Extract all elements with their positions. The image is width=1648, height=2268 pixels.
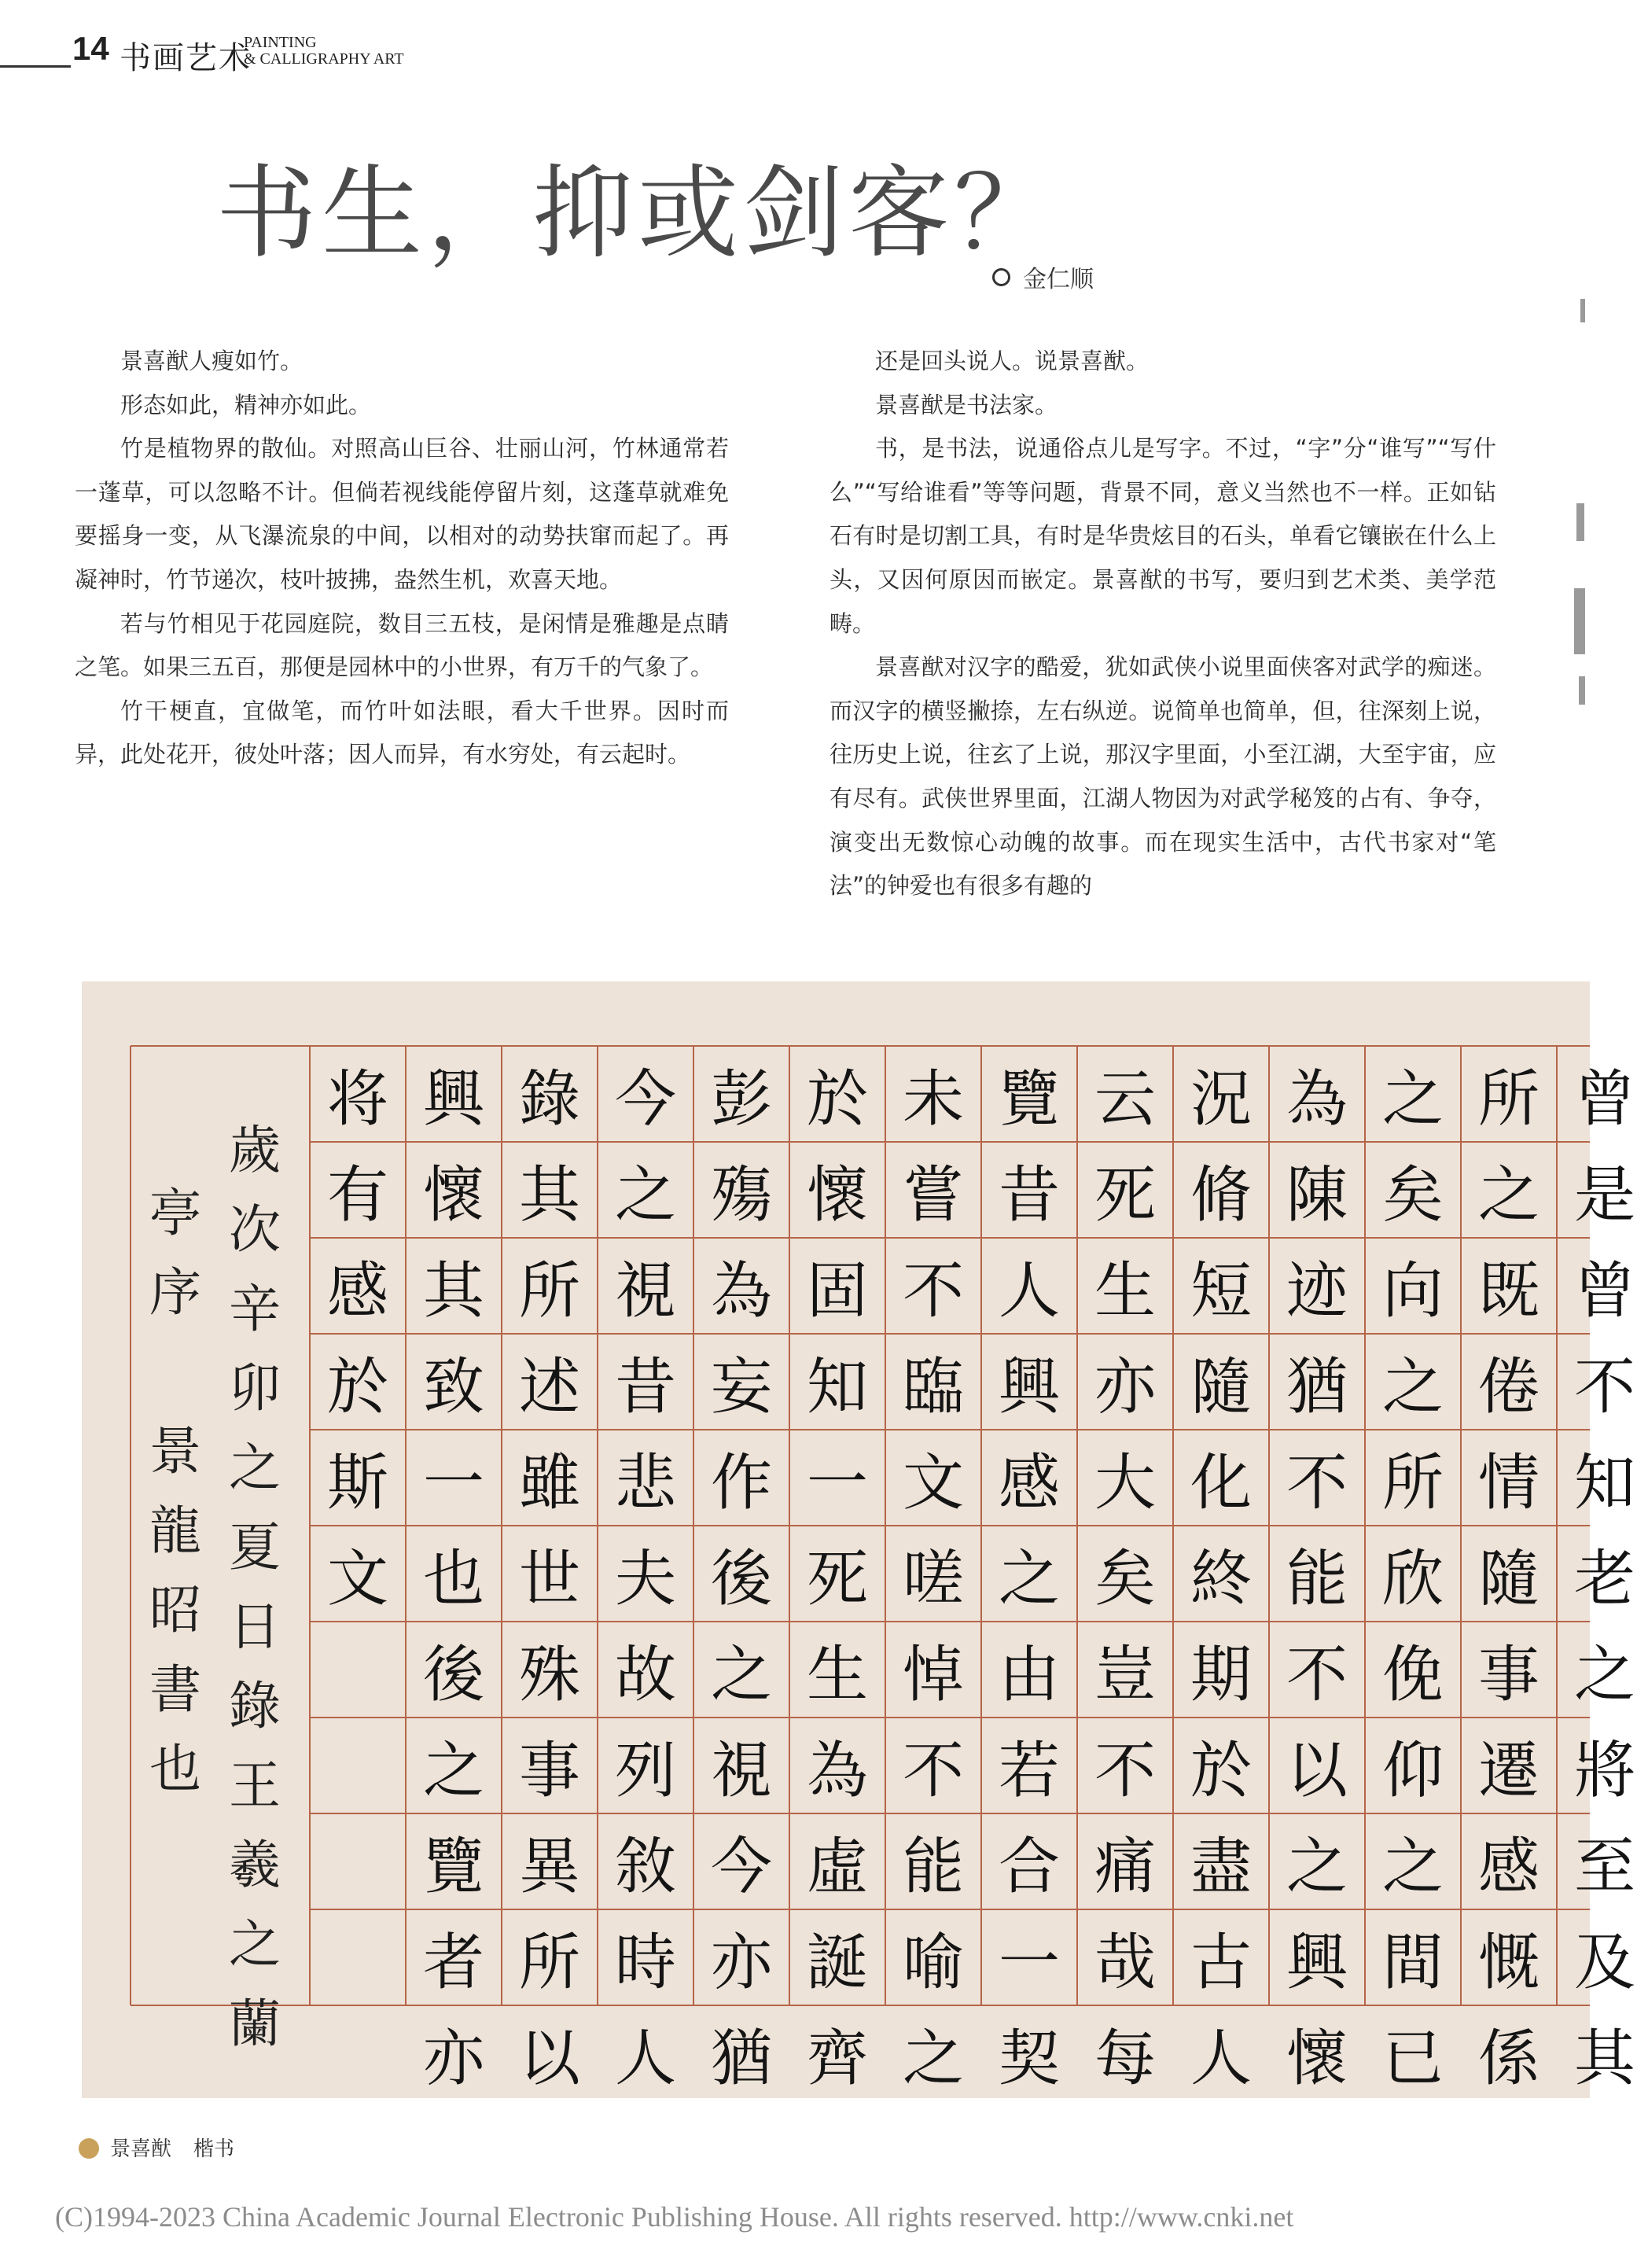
calligraphy-character: 固 — [806, 1256, 868, 1327]
calligraphy-character: 昔 — [998, 1160, 1060, 1231]
calligraphy-character: 之 — [422, 1736, 484, 1806]
calligraphy-character: 後 — [710, 1544, 772, 1614]
calligraphy-character: 仰 — [1381, 1736, 1444, 1806]
inscription-character: 書 — [149, 1659, 201, 1720]
calligraphy-character: 其 — [422, 1256, 484, 1327]
inscription-character: 羲 — [229, 1835, 281, 1895]
calligraphy-character: 所 — [1381, 1448, 1444, 1519]
inscription-character: 日 — [229, 1596, 281, 1657]
calligraphy-character: 今 — [710, 1832, 772, 1902]
calligraphy-character: 期 — [1190, 1640, 1252, 1710]
calligraphy-character: 視 — [614, 1256, 676, 1327]
calligraphy-character: 興 — [998, 1352, 1060, 1423]
calligraphy-character: 未 — [902, 1064, 964, 1135]
calligraphy-character: 悼 — [902, 1640, 964, 1710]
calligraphy-character: 隨 — [1190, 1352, 1252, 1423]
calligraphy-character: 妄 — [710, 1352, 772, 1423]
calligraphy-character: 俛 — [1381, 1640, 1444, 1710]
calligraphy-character: 喻 — [902, 1927, 964, 1998]
calligraphy-character: 者 — [422, 1927, 484, 1998]
author-bullet-icon — [992, 268, 1010, 286]
calligraphy-character: 古 — [1190, 1927, 1252, 1998]
calligraphy-character: 之 — [1477, 1160, 1539, 1231]
calligraphy-character: 其 — [1573, 2023, 1635, 2094]
calligraphy-character: 人 — [998, 1256, 1060, 1327]
inscription-character: 夏 — [229, 1517, 281, 1578]
calligraphy-character: 曾 — [1573, 1064, 1635, 1135]
calligraphy-character: 将 — [326, 1064, 388, 1135]
calligraphy-character: 感 — [1477, 1832, 1539, 1902]
calligraphy-character: 誕 — [806, 1927, 868, 1998]
calligraphy-character: 為 — [1286, 1064, 1348, 1135]
calligraphy-character: 向 — [1381, 1256, 1444, 1327]
calligraphy-character: 能 — [902, 1832, 964, 1902]
calligraphy-character: 迹 — [1286, 1256, 1348, 1327]
inscription-character: 也 — [149, 1739, 201, 1799]
calligraphy-character: 世 — [518, 1544, 580, 1614]
calligraphy-character: 之 — [1286, 1832, 1348, 1902]
calligraphy-character: 彭 — [710, 1064, 772, 1135]
calligraphy-character: 為 — [710, 1256, 772, 1327]
calligraphy-character: 每 — [1094, 2023, 1156, 2094]
calligraphy-character: 合 — [998, 1832, 1060, 1902]
calligraphy-character: 遷 — [1477, 1736, 1539, 1806]
inscription-character: 歲 — [229, 1120, 281, 1180]
calligraphy-character: 故 — [614, 1640, 676, 1710]
calligraphy-character: 豈 — [1094, 1640, 1156, 1710]
calligraphy-character: 所 — [1477, 1064, 1539, 1135]
calligraphy-plate — [82, 981, 1635, 2098]
paragraph: 竹干梗直，宜做笔，而竹叶如法眼，看大千世界。因时而异，此处花开，彼处叶落；因人而异，有水穷处，有云起时。 — [75, 697, 729, 768]
inscription-character: 之 — [229, 1438, 281, 1498]
calligraphy-character: 之 — [1381, 1832, 1444, 1902]
calligraphy-character: 之 — [998, 1544, 1060, 1614]
calligraphy-character: 生 — [806, 1640, 868, 1710]
calligraphy-character: 若 — [998, 1736, 1060, 1806]
calligraphy-character: 情 — [1477, 1448, 1539, 1519]
paragraph: 形态如此，精神亦如此。 — [120, 391, 372, 418]
calligraphy-character: 視 — [710, 1736, 772, 1806]
paragraph: 竹是植物界的散仙。对照高山巨谷、壮丽山河，竹林通常若一蓬草，可以忽略不计。但倘若视线能停留片刻，这蓬草就难免要摇身一变，从飞瀑流泉的中间，以相对的动势扶窜而起了。再凝神时，竹节递次，枝叶披拂，盎然生机，欢喜天地。 — [75, 435, 729, 593]
calligraphy-character: 至 — [1573, 1832, 1635, 1902]
calligraphy-character: 之 — [1381, 1352, 1444, 1423]
calligraphy-character: 契 — [998, 2023, 1060, 2094]
calligraphy-character: 老 — [1573, 1544, 1635, 1614]
calligraphy-character: 亦 — [422, 2023, 484, 2094]
calligraphy-character: 之 — [1573, 1640, 1635, 1710]
calligraphy-character: 錄 — [518, 1064, 580, 1135]
calligraphy-character: 以 — [1286, 1736, 1348, 1806]
calligraphy-character: 後 — [422, 1640, 484, 1710]
calligraphy-character: 覽 — [998, 1064, 1060, 1135]
inscription-character: 王 — [229, 1755, 281, 1816]
header-rule — [0, 65, 71, 68]
calligraphy-character: 已 — [1381, 2023, 1444, 2094]
calligraphy-character: 之 — [710, 1640, 772, 1710]
calligraphy-character: 云 — [1094, 1064, 1156, 1135]
magazine-title-en — [244, 35, 404, 68]
calligraphy-character: 亦 — [710, 1927, 772, 1998]
calligraphy-character: 不 — [902, 1256, 964, 1327]
calligraphy-character: 慨 — [1477, 1927, 1539, 1998]
calligraphy-character: 不 — [1286, 1640, 1348, 1710]
calligraphy-character: 既 — [1477, 1256, 1539, 1327]
paragraph: 还是回头说人。说景喜猷。 — [875, 348, 1150, 374]
calligraphy-character: 嗟 — [902, 1544, 964, 1614]
calligraphy-character: 興 — [422, 1064, 484, 1135]
calligraphy-character: 時 — [614, 1927, 676, 1998]
calligraphy-character: 之 — [902, 2023, 964, 2094]
paragraph: 若与竹相见于花园庭院，数目三五枝，是闲情是雅趣是点睛之笔。如果三五百，那便是园林中的小世界，有万千的气象了。 — [75, 609, 729, 681]
body-column-left — [75, 340, 729, 777]
calligraphy-character: 陳 — [1286, 1160, 1348, 1231]
calligraphy-character: 猶 — [710, 2023, 772, 2094]
calligraphy-character: 猶 — [1286, 1352, 1348, 1423]
calligraphy-character: 齊 — [806, 2023, 868, 2094]
calligraphy-character: 曾 — [1573, 1256, 1635, 1327]
calligraphy-character: 所 — [518, 1256, 580, 1327]
calligraphy-character: 嘗 — [902, 1160, 964, 1231]
calligraphy-character: 今 — [614, 1064, 676, 1135]
edge-mark — [1580, 299, 1585, 322]
image-caption — [79, 2133, 234, 2162]
calligraphy-character: 矣 — [1381, 1160, 1444, 1231]
inscription-character: 序 — [149, 1262, 201, 1323]
calligraphy-character: 不 — [902, 1736, 964, 1806]
calligraphy-character: 覽 — [422, 1832, 484, 1902]
calligraphy-character: 致 — [422, 1352, 484, 1423]
calligraphy-character: 虛 — [806, 1832, 868, 1902]
calligraphy-character: 況 — [1190, 1064, 1252, 1135]
paragraph: 书，是书法，说通俗点儿是写字。不过，“字”分“谁写”“写什么”“写给谁看”等等问题，背景不同，意义当然也不一样。正如钻石有时是切割工具，有时是华贵炫目的石头，单看它镶嵌在什么上头，又因何原因而嵌定。景喜猷的书写，要归到艺术类、美学范畴。 — [830, 435, 1496, 637]
calligraphy-character: 於 — [326, 1352, 388, 1423]
calligraphy-character: 係 — [1477, 2023, 1539, 2094]
calligraphy-character: 敘 — [614, 1832, 676, 1902]
edge-mark — [1576, 503, 1584, 541]
caption-bullet-icon — [79, 2138, 99, 2159]
inscription-character: 景 — [149, 1421, 201, 1482]
calligraphy-character: 臨 — [902, 1352, 964, 1423]
calligraphy-character: 死 — [1094, 1160, 1156, 1231]
calligraphy-character: 殊 — [518, 1640, 580, 1710]
inscription-character: 龍 — [149, 1500, 201, 1561]
body-column-right — [830, 340, 1496, 908]
calligraphy-character: 以 — [518, 2023, 580, 2094]
calligraphy-character: 及 — [1573, 1927, 1635, 1998]
calligraphy-character: 之 — [614, 1160, 676, 1231]
calligraphy-character: 人 — [1190, 2023, 1252, 2094]
calligraphy-character: 將 — [1573, 1736, 1635, 1806]
calligraphy-character: 懷 — [806, 1160, 868, 1231]
calligraphy-character: 述 — [518, 1352, 580, 1423]
calligraphy-character: 知 — [806, 1352, 868, 1423]
calligraphy-character: 懷 — [1286, 2023, 1348, 2094]
calligraphy-character: 於 — [806, 1064, 868, 1135]
paragraph: 景喜猷对汉字的酷爱，犹如武侠小说里面侠客对武学的痴迷。而汉字的横竖撇捺，左右纵逆。说简单也简单，但，往深刻上说，往历史上说，往玄了上说，那汉字里面，小至江湖，大至宇宙，应有尽有。武侠世界里面，江湖人物因为对武学秘笈的占有、争夺，演变出无数惊心动魄的故事。而在现实生活中，古代书家对“笔法”的钟爱也有很多有趣的 — [830, 654, 1496, 900]
paragraph: 景喜猷是书法家。 — [875, 391, 1058, 418]
calligraphy-character: 脩 — [1190, 1160, 1252, 1231]
calligraphy-character: 事 — [1477, 1640, 1539, 1710]
calligraphy-character: 亦 — [1094, 1352, 1156, 1423]
calligraphy-character: 終 — [1190, 1544, 1252, 1614]
copyright-footer: (C)1994-2023 China Academic Journal Electronic Publishing House. All rights reserved. http://www.cnki.net — [55, 2201, 1294, 2233]
calligraphy-character: 有 — [326, 1160, 388, 1231]
page-header — [0, 30, 440, 93]
magazine-title-en-line1: PAINTING — [244, 34, 317, 51]
calligraphy-character: 也 — [422, 1544, 484, 1614]
calligraphy-character: 不 — [1573, 1352, 1635, 1423]
calligraphy-character: 痛 — [1094, 1832, 1156, 1902]
magazine-title-cn: 书画艺术 — [120, 40, 252, 76]
calligraphy-character: 一 — [422, 1448, 484, 1519]
calligraphy-character: 其 — [518, 1160, 580, 1231]
calligraphy-character: 一 — [806, 1448, 868, 1519]
calligraphy-character: 雖 — [518, 1448, 580, 1519]
paragraph: 景喜猷人瘦如竹。 — [120, 348, 303, 374]
calligraphy-character: 之 — [1381, 1064, 1444, 1135]
calligraphy-character: 昔 — [614, 1352, 676, 1423]
calligraphy-character: 是 — [1573, 1160, 1635, 1231]
inscription-character: 之 — [229, 1914, 281, 1975]
calligraphy-character: 知 — [1573, 1448, 1635, 1519]
calligraphy-character: 矣 — [1094, 1544, 1156, 1614]
inscription-character: 辛 — [229, 1279, 281, 1339]
calligraphy-character: 文 — [326, 1544, 388, 1614]
calligraphy-character: 興 — [1286, 1927, 1348, 1998]
calligraphy-character: 列 — [614, 1736, 676, 1806]
article-author — [992, 260, 1094, 294]
calligraphy-character: 欣 — [1381, 1544, 1444, 1614]
calligraphy-character: 人 — [614, 2023, 676, 2094]
calligraphy-character: 於 — [1190, 1736, 1252, 1806]
inscription-character: 卯 — [229, 1358, 281, 1419]
calligraphy-character: 一 — [998, 1927, 1060, 1998]
calligraphy-character: 大 — [1094, 1448, 1156, 1519]
calligraphy-character: 夫 — [614, 1544, 676, 1614]
calligraphy-character: 哉 — [1094, 1927, 1156, 1998]
calligraphy-character: 作 — [710, 1448, 772, 1519]
page-number: 14 — [72, 30, 109, 67]
calligraphy-character: 文 — [902, 1448, 964, 1519]
edge-mark — [1579, 676, 1585, 705]
calligraphy-character: 所 — [518, 1927, 580, 1998]
caption-style: 楷书 — [193, 2137, 235, 2161]
magazine-title-en-line2: & CALLIGRAPHY ART — [244, 50, 404, 68]
calligraphy-character: 短 — [1190, 1256, 1252, 1327]
calligraphy-character: 斯 — [326, 1448, 388, 1519]
edge-mark — [1574, 588, 1585, 654]
calligraphy-character: 死 — [806, 1544, 868, 1614]
caption-artist: 景喜猷 — [110, 2137, 172, 2161]
author-name: 金仁顺 — [1023, 266, 1094, 293]
calligraphy-character: 盡 — [1190, 1832, 1252, 1902]
calligraphy-character: 由 — [998, 1640, 1060, 1710]
calligraphy-character: 不 — [1286, 1448, 1348, 1519]
calligraphy-character: 感 — [998, 1448, 1060, 1519]
calligraphy-character: 生 — [1094, 1256, 1156, 1327]
inscription-character: 昭 — [149, 1580, 201, 1640]
calligraphy-character: 事 — [518, 1736, 580, 1806]
calligraphy-character: 能 — [1286, 1544, 1348, 1614]
calligraphy-character: 殤 — [710, 1160, 772, 1231]
calligraphy-character: 悲 — [614, 1448, 676, 1519]
inscription-character: 次 — [229, 1199, 281, 1260]
calligraphy-character: 為 — [806, 1736, 868, 1806]
calligraphy-character: 懷 — [422, 1160, 484, 1231]
calligraphy-character: 化 — [1190, 1448, 1252, 1519]
inscription-character: 蘭 — [229, 1994, 281, 2054]
calligraphy-character: 隨 — [1477, 1544, 1539, 1614]
calligraphy-character: 間 — [1381, 1927, 1444, 1998]
calligraphy-character: 不 — [1094, 1736, 1156, 1806]
inscription-character: 錄 — [229, 1676, 281, 1736]
calligraphy-character: 倦 — [1477, 1352, 1539, 1423]
article-title: 书生，抑或剑客？ — [216, 155, 1060, 272]
inscription-character: 亭 — [149, 1183, 201, 1243]
calligraphy-character: 感 — [326, 1256, 388, 1327]
calligraphy-character: 異 — [518, 1832, 580, 1902]
